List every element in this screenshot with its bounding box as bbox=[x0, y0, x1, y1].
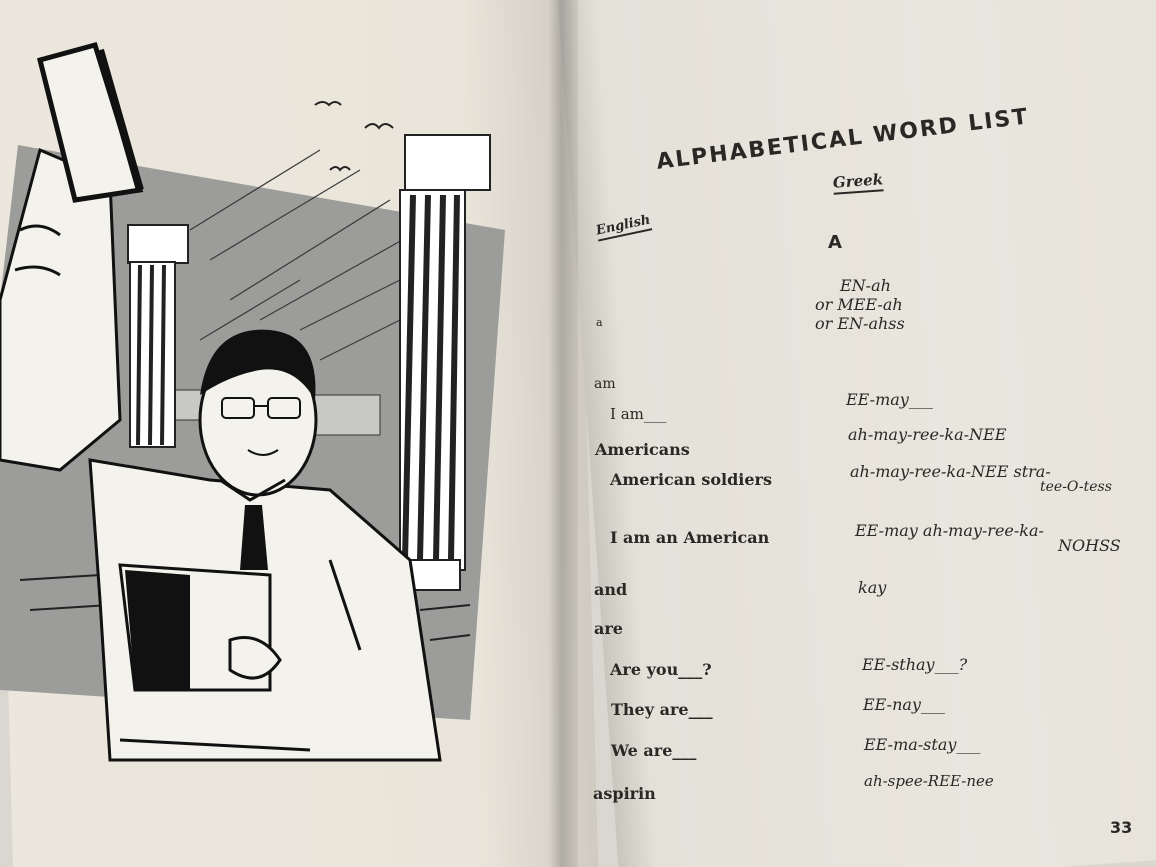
entry-greek: NOHSS bbox=[1058, 536, 1121, 555]
entry-greek: ah-may-ree-ka-NEE stra- bbox=[850, 462, 1051, 481]
entry-english: are bbox=[594, 619, 623, 638]
section-letter: A bbox=[828, 232, 842, 253]
entry-greek: or MEE-ah bbox=[815, 295, 903, 314]
entry-english: They are___ bbox=[611, 700, 713, 719]
entry-greek: kay bbox=[858, 578, 887, 597]
entry-english: Americans bbox=[595, 440, 690, 459]
entry-english: Are you___? bbox=[610, 660, 712, 679]
entry-english: I am___ bbox=[610, 405, 667, 423]
entry-english: aspirin bbox=[593, 784, 656, 803]
entry-greek: or EN-ahss bbox=[815, 314, 905, 333]
entry-greek: EE-nay___ bbox=[863, 695, 945, 714]
entry-english: am bbox=[594, 376, 616, 392]
entry-greek: EN-ah bbox=[840, 276, 891, 295]
entry-greek: EE-may ah-may-ree-ka- bbox=[855, 521, 1044, 540]
entry-greek: EE-sthay___? bbox=[862, 655, 968, 674]
entry-greek: tee-O-tess bbox=[1040, 479, 1112, 495]
entry-english: and bbox=[594, 580, 628, 599]
entry-english: We are___ bbox=[611, 741, 697, 760]
entry-greek: ah-spee-REE-nee bbox=[864, 772, 994, 790]
entry-greek: EE-may___ bbox=[846, 390, 933, 409]
entry-english: American soldiers bbox=[610, 470, 772, 489]
page-number: 33 bbox=[1110, 818, 1133, 837]
column-header-english: English bbox=[595, 212, 653, 241]
column-header-greek: Greek bbox=[832, 170, 884, 194]
page-title: ALPHABETICAL WORD LIST bbox=[655, 104, 1031, 175]
entry-english: a bbox=[596, 316, 603, 329]
entry-greek: ah-may-ree-ka-NEE bbox=[848, 425, 1007, 444]
entry-greek: EE-ma-stay___ bbox=[864, 735, 981, 754]
entry-english: I am an American bbox=[610, 528, 770, 547]
